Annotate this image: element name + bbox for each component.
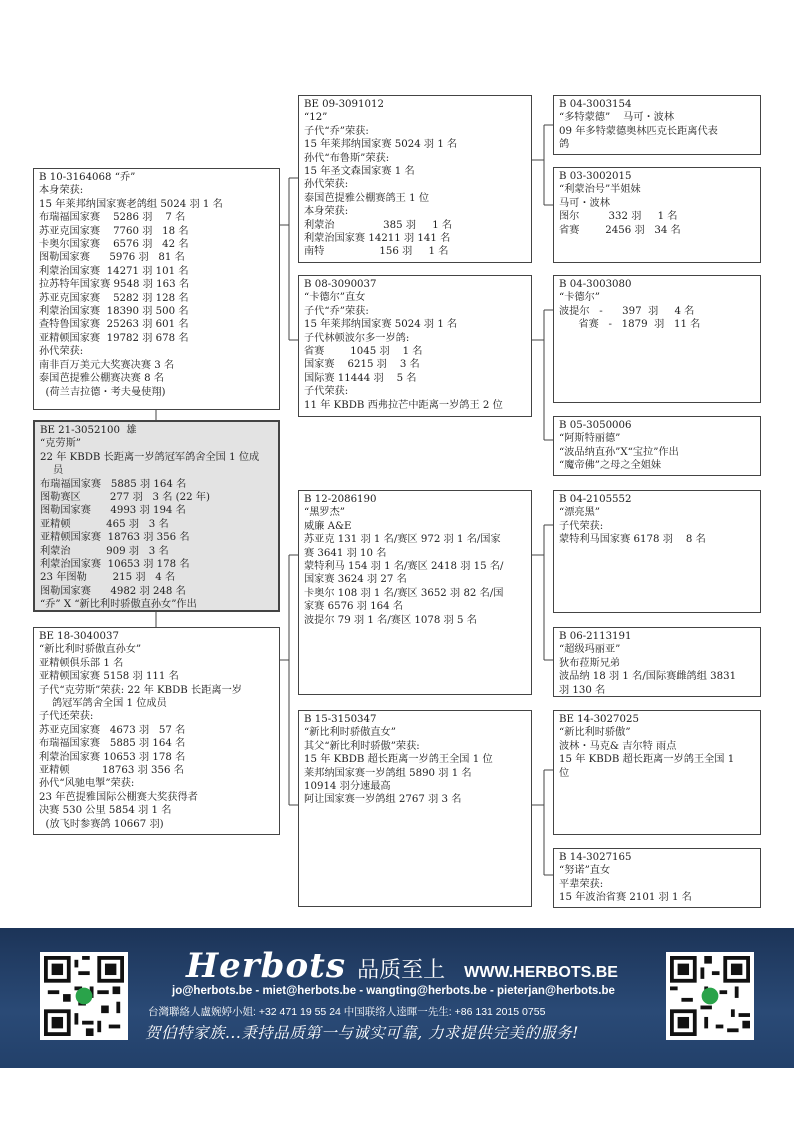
card-line: 蒙特利马 154 羽 1 名/赛区 2418 羽 15 名/ (304, 561, 504, 573)
slogan: 品质至上 (357, 958, 446, 983)
qr-code-icon (670, 956, 750, 1036)
card-line: 狄布菈斯兄弟 (559, 657, 621, 669)
card-line: 泰国芭提雅公棚赛决赛 8 名 (39, 373, 165, 385)
card-line: 国际赛 11444 羽 5 名 (304, 372, 417, 384)
card-line: “新比利时骄傲” (559, 727, 631, 739)
card-line: “克劳斯” (40, 438, 81, 450)
card-line: B 05-3050006 (559, 420, 632, 431)
card-line: 15 年莱邦纳国家赛 5024 羽 1 名 (304, 139, 458, 151)
brand-line (186, 946, 616, 986)
dam-sire-card (298, 490, 532, 695)
card-line: 子代“克劳斯”荣获: 22 年 KBDB 长距离一岁 (39, 684, 242, 696)
card-line: 孙代“布鲁斯”荣获: (304, 152, 390, 164)
card-line: BE 14-3027025 (559, 714, 639, 725)
card-line: BE 09-3091012 (304, 99, 384, 110)
sire-dam-card (298, 275, 532, 417)
card-line: 波品纳 18 羽 1 名/国际赛雌鸽组 3831 (559, 671, 737, 683)
card-line: 家赛 6576 羽 164 名 (304, 601, 404, 613)
card-line: 阿让国家赛一岁鸽组 2767 羽 3 名 (304, 794, 462, 806)
card-line: 孙代“风驰电掣”荣获: (39, 778, 135, 790)
sire-card (33, 168, 280, 410)
card-line: 苏亚克 131 羽 1 名/赛区 972 羽 1 名/国家 (304, 534, 501, 546)
card-line: “多特蒙德” 马可・波林 (559, 112, 675, 124)
card-line: 卡奥尔国家赛 6576 羽 42 名 (39, 239, 189, 251)
card-line: 15 年 KBDB 超长距离一岁鸽王全国 1 位 (304, 754, 493, 766)
card-line: 位 (559, 767, 570, 779)
card-line: 平辈荣获: (559, 878, 604, 890)
card-line: B 14-3027165 (559, 852, 632, 863)
card-line: 威廉 A&E (304, 520, 352, 532)
card-line: 蒙特利马国家赛 6178 羽 8 名 (559, 534, 706, 546)
card-line: 图勒国家赛 4993 羽 194 名 (40, 505, 186, 517)
card-line: 23 年图勒 215 羽 4 名 (40, 572, 176, 584)
card-line: “超级玛丽亚” (559, 644, 621, 656)
card-line: 图勒国家赛 5976 羽 81 名 (39, 252, 185, 264)
card-line: 孙代荣获: (304, 179, 349, 191)
card-line: 15 年 KBDB 超长距离一岁鸽王全国 1 (559, 754, 735, 766)
herbots-logo: Herbots (186, 946, 346, 986)
sire-sire-dam-card (553, 167, 761, 263)
footer-banner (0, 928, 794, 1068)
card-line: 苏亚克国家赛 4673 羽 57 名 (39, 724, 186, 736)
card-line: 利蒙治国家赛 18390 羽 500 名 (39, 306, 189, 318)
card-line: 卡奥尔 108 羽 1 名/赛区 3652 羽 82 名/国 (304, 587, 504, 599)
card-line: 南特 156 羽 1 名 (304, 246, 449, 258)
card-line: 23 年芭提雅国际公棚赛大奖获得者 (39, 791, 198, 803)
card-line: B 10-3164068 “乔” (39, 172, 136, 183)
card-line: “新比利时骄傲直孙女” (39, 644, 142, 656)
card-line: 羽 130 名 (559, 684, 606, 696)
card-line: 莱邦纳国家赛一岁鸽组 5890 羽 1 名 (304, 767, 472, 779)
card-line: “新比利时骄傲直女” (304, 727, 396, 739)
dam-sire-sire-card (553, 490, 761, 613)
card-line: 鸽 (559, 139, 570, 151)
tagline: 贺伯特家族...秉持品质第一与诚实可靠, 力求提供完美的服务! (145, 1024, 579, 1042)
card-line: 利蒙治 909 羽 3 名 (40, 545, 169, 557)
dam-card (33, 627, 280, 835)
card-line: 图勒赛区 277 羽 3 名 (22 年) (40, 492, 210, 504)
dam-dam-sire-card (553, 710, 761, 835)
sire-dam-sire-card (553, 275, 761, 403)
card-line: 波提尔 - 397 羽 4 名 (559, 305, 695, 317)
card-line: 鸽冠军鸽舍全国 1 位成员 (39, 698, 167, 710)
card-line: B 03-3002015 (559, 171, 632, 182)
card-line: 亚精顿国家赛 18763 羽 356 名 (40, 532, 190, 544)
card-line: BE 21-3052100 雄 (40, 425, 137, 436)
card-line: 利蒙治国家赛 10653 羽 178 名 (40, 559, 190, 571)
card-line: “波品纳直孙”X“宝拉”作出 (559, 446, 679, 458)
card-line: 亚精顿 18763 羽 356 名 (39, 765, 184, 777)
card-line: 利蒙治国家赛 14211 羽 141 名 (304, 233, 451, 245)
card-line: 15 年波治省赛 2101 羽 1 名 (559, 892, 692, 904)
email-list[interactable]: jo@herbots.be - miet@herbots.be - wangting@herbots.be - pieterjan@herbots.be (172, 985, 615, 997)
card-line: 查特鲁国家赛 25263 羽 601 名 (39, 319, 189, 331)
card-line: B 08-3090037 (304, 279, 377, 290)
card-line: 苏亚克国家赛 7760 羽 18 名 (39, 225, 189, 237)
card-line: B 12-2086190 (304, 494, 377, 505)
qr-code-icon (44, 956, 124, 1036)
card-line: 国家赛 6215 羽 3 名 (304, 359, 420, 371)
card-line: 利蒙治 385 羽 1 名 (304, 219, 453, 231)
website-link[interactable]: WWW.HERBOTS.BE (464, 964, 618, 981)
card-line: 南非百万美元大奖赛决赛 3 名 (39, 359, 175, 371)
card-line: 亚精顿俱乐部 1 名 (39, 657, 124, 669)
card-line: 子代林顿波尔多一岁鸽: (304, 332, 410, 344)
card-line: 拉苏特年国家赛 9548 羽 163 名 (39, 279, 190, 291)
sire-sire-card (298, 95, 532, 263)
card-line: 11 年 KBDB 西弗拉芒中距离一岁鸽王 2 位 (304, 399, 503, 411)
card-line: “魔帝佛”之母之全姐妹 (559, 460, 662, 472)
card-line: 子代还荣获: (39, 711, 94, 723)
dam-dam-dam-card (553, 848, 761, 908)
card-line: 决赛 530 公里 5854 羽 1 名 (39, 805, 172, 817)
card-line: 子代荣获: (304, 386, 349, 398)
card-line: B 04-2105552 (559, 494, 632, 505)
sire-dam-dam-card (553, 416, 761, 476)
dam-dam-card (298, 710, 532, 907)
card-line: 利蒙治国家赛 14271 羽 101 名 (39, 265, 189, 277)
qr-code-left (40, 952, 128, 1040)
subject-card (33, 420, 280, 612)
card-line: “卡德尔” (559, 292, 600, 304)
card-line: “黑罗杰” (304, 507, 345, 519)
card-line: 波林・马克& 吉尔特 雨点 (559, 740, 677, 752)
card-line: 子代“乔”荣获: (304, 125, 369, 137)
sire-sire-sire-card (553, 95, 761, 155)
card-line: “卡德尔”直女 (304, 292, 366, 304)
card-line: “利蒙治号”半姐妹 (559, 184, 641, 196)
card-line: 子代荣获: (559, 520, 604, 532)
card-line: “阿斯特丽德” (559, 433, 621, 445)
card-line: 赛 3641 羽 10 名 (304, 547, 387, 559)
card-line: 亚精顿国家赛 5158 羽 111 名 (39, 671, 179, 683)
card-line: 孙代荣获: (39, 346, 84, 358)
card-line: 国家赛 3624 羽 27 名 (304, 574, 407, 586)
card-line: 15 年莱邦纳国家赛老鸽组 5024 羽 1 名 (39, 198, 223, 210)
card-line: 布瑞福国家赛 5885 羽 164 名 (39, 738, 186, 750)
card-line: (荷兰吉拉德・考夫曼使翔) (39, 386, 166, 398)
card-line: B 04-3003154 (559, 99, 632, 110)
card-line: 省赛 2456 羽 34 名 (559, 224, 681, 236)
card-line: 波提尔 79 羽 1 名/赛区 1078 羽 5 名 (304, 614, 477, 626)
card-line: 省赛 - 1879 羽 11 名 (559, 319, 701, 331)
card-line: 本身荣获: (304, 206, 349, 218)
card-line: (放飞时参赛鸽 10667 羽) (39, 818, 164, 830)
card-line: “12” (304, 112, 328, 124)
card-line: 图勒国家赛 4982 羽 248 名 (40, 585, 186, 597)
card-line: 苏亚克国家赛 5282 羽 128 名 (39, 292, 189, 304)
card-line: 本身荣获: (39, 185, 84, 197)
qr-code-right (666, 952, 754, 1040)
card-line: 10914 羽分速最高 (304, 781, 391, 793)
card-line: 员 (40, 465, 64, 477)
contact-phones: 台灣聯絡人盧婉婷小姐: +32 471 19 55 24 中国联络人逵暉一先生: +86 131 2015 0755 (148, 1006, 546, 1018)
card-line: B 15-3150347 (304, 714, 377, 725)
card-line: 布瑞福国家赛 5286 羽 7 名 (39, 212, 186, 224)
card-line: 15 年圣文森国家赛 1 名 (304, 166, 415, 178)
card-line: 亚精顿国家赛 19782 羽 678 名 (39, 332, 189, 344)
card-line: 15 年莱邦纳国家赛 5024 羽 1 名 (304, 319, 458, 331)
card-line: 马可・波林 (559, 197, 610, 209)
card-line: BE 18-3040037 (39, 631, 119, 642)
card-line: 09 年多特蒙德奥林匹克长距离代表 (559, 125, 718, 137)
dam-sire-dam-card (553, 627, 761, 697)
card-line: 子代“乔”荣获: (304, 305, 369, 317)
card-line: B 04-3003080 (559, 279, 632, 290)
card-line: 利蒙治国家赛 10653 羽 178 名 (39, 751, 186, 763)
card-line: 布瑞福国家赛 5885 羽 164 名 (40, 478, 187, 490)
card-line: 图尔 332 羽 1 名 (559, 211, 678, 223)
card-line: “努诺”直女 (559, 865, 611, 877)
card-line: 亚精顿 465 羽 3 名 (40, 518, 169, 530)
card-line: 泰国芭提雅公棚赛鸽王 1 位 (304, 192, 430, 204)
card-line: 其父“新比利时骄傲”荣获: (304, 740, 420, 752)
card-line: 省赛 1045 羽 1 名 (304, 346, 423, 358)
card-line: “乔” X “新比利时骄傲直孙女”作出 (40, 599, 197, 611)
card-line: 22 年 KBDB 长距离一岁鸽冠军鸽舍全国 1 位成 (40, 451, 260, 463)
card-line: “漂亮黑” (559, 507, 600, 519)
card-line: B 06-2113191 (559, 631, 632, 642)
